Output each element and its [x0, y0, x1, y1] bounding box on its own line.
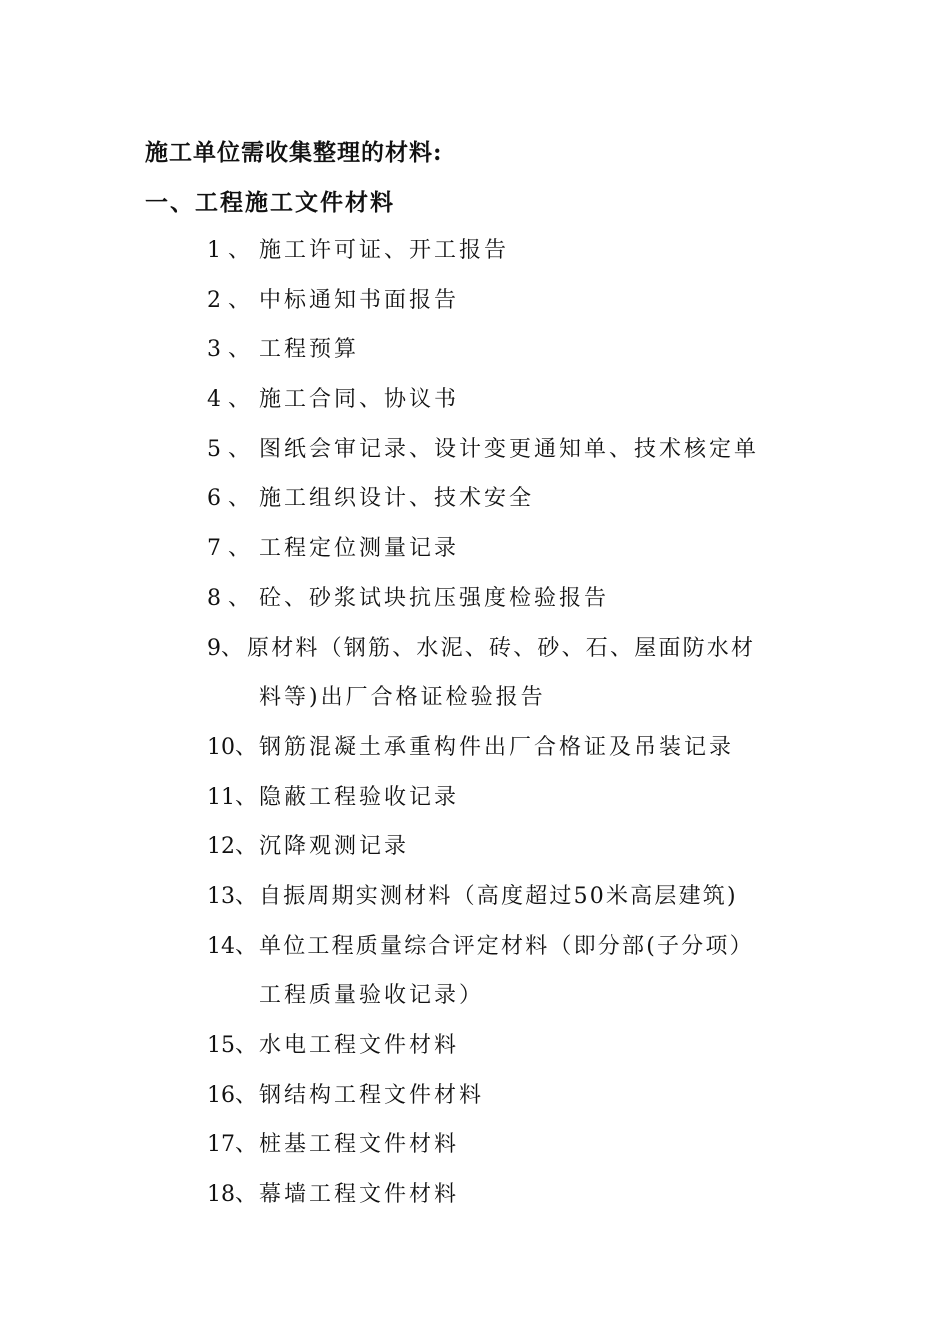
item-text: 图纸会审记录、设计变更通知单、技术核定单: [259, 436, 760, 462]
list-item: [207, 631, 847, 681]
item-number: 18、: [207, 1182, 257, 1208]
item-number: 2 、: [207, 287, 250, 313]
list-item: [207, 531, 847, 581]
list-item-continuation: 工程质量验收记录）: [259, 983, 485, 1009]
item-number: 16、: [207, 1082, 257, 1108]
item-number: 12、: [207, 834, 257, 860]
item-text: 单位工程质量综合评定材料（即分部(子分项）: [259, 933, 754, 959]
list-item: [207, 929, 847, 979]
list-item: [207, 780, 847, 830]
item-number: 6 、: [207, 486, 250, 512]
materials-list: [207, 233, 847, 1227]
list-item: [207, 481, 847, 531]
item-text: 自振周期实测材料（高度超过50米高层建筑): [259, 883, 738, 909]
section-heading: 一、工程施工文件材料: [145, 189, 395, 216]
list-item: [207, 1127, 847, 1177]
list-item: [207, 1177, 847, 1227]
document-title: 施工单位需收集整理的材料:: [145, 139, 443, 166]
item-text: 钢筋混凝土承重构件出厂合格证及吊装记录: [259, 734, 735, 760]
item-text: 隐蔽工程验收记录: [259, 784, 460, 810]
list-item: [207, 581, 847, 631]
item-text: 幕墙工程文件材料: [259, 1182, 460, 1208]
item-number: 11、: [207, 784, 257, 810]
item-number: 17、: [207, 1132, 257, 1158]
list-item: [207, 879, 847, 929]
item-number: 5 、: [207, 436, 250, 462]
item-text: 砼、砂浆试块抗压强度检验报告: [259, 585, 610, 611]
item-text: 桩基工程文件材料: [259, 1132, 460, 1158]
item-text: 钢结构工程文件材料: [259, 1082, 485, 1108]
item-number: 4 、: [207, 387, 250, 413]
list-item: [207, 233, 847, 283]
item-number: 13、: [207, 883, 257, 909]
item-text: 工程预算: [259, 337, 360, 363]
item-text: 施工合同、协议书: [259, 387, 460, 413]
item-number: 10、: [207, 734, 257, 760]
list-item: [207, 332, 847, 382]
list-item: [207, 730, 847, 780]
list-item: [207, 1078, 847, 1128]
item-number: 7 、: [207, 536, 250, 562]
item-number: 14、: [207, 933, 257, 959]
list-item: [207, 432, 847, 482]
item-number: 15、: [207, 1033, 257, 1058]
list-item: [207, 283, 847, 333]
list-item: [207, 382, 847, 432]
item-text: 工程定位测量记录: [259, 536, 460, 562]
item-text: 原材料（钢筋、水泥、砖、砂、石、屋面防水材: [247, 635, 756, 661]
item-text: 施工组织设计、技术安全: [259, 486, 535, 512]
list-item-continuation: 料等)出厂合格证检验报告: [259, 685, 546, 711]
item-text: 施工许可证、开工报告: [259, 238, 510, 263]
item-text: 中标通知书面报告: [259, 287, 460, 313]
item-number: 1 、: [207, 238, 250, 263]
item-number: 8 、: [207, 585, 250, 611]
list-item: [207, 829, 847, 879]
list-item: [207, 1028, 847, 1078]
item-number: 3 、: [207, 337, 250, 363]
item-text: 水电工程文件材料: [259, 1033, 460, 1058]
item-text: 沉降观测记录: [259, 834, 410, 860]
item-number: 9、: [207, 635, 243, 661]
